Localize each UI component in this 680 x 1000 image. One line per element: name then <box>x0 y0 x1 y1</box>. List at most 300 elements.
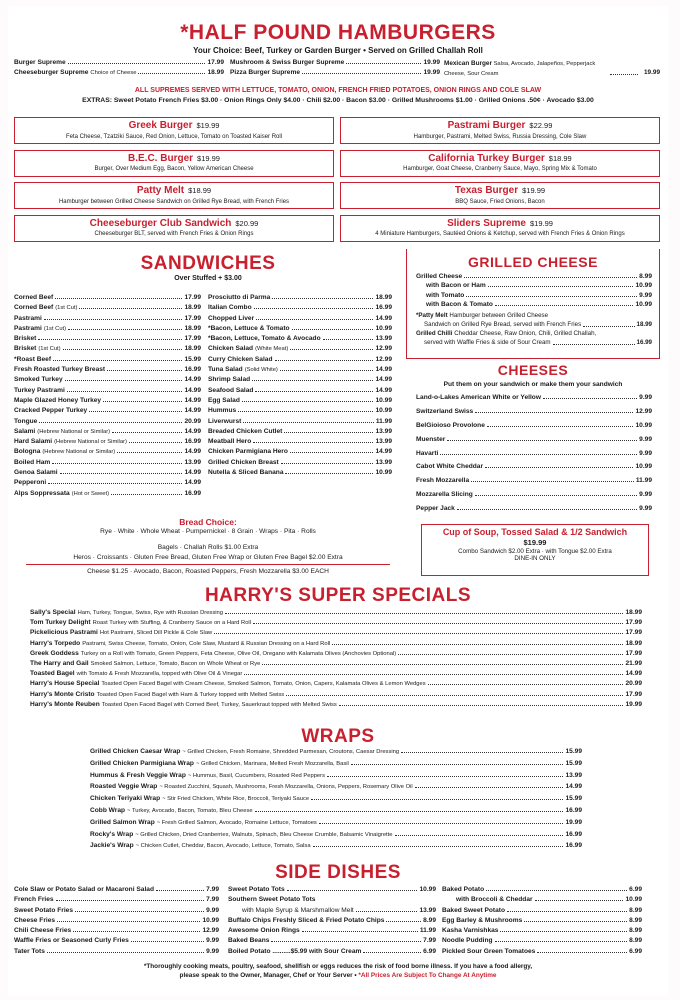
item-price: 6.99 <box>423 947 436 955</box>
item-name: Kasha Varnishkas <box>442 927 499 935</box>
item-price: 18.99 <box>207 68 224 76</box>
item-name: Baked Beans <box>228 937 270 945</box>
grilled-cheese-list <box>416 273 652 310</box>
burger-box <box>340 117 660 144</box>
dot-leader <box>103 401 182 402</box>
dot-leader <box>363 952 421 953</box>
item-name: Pickled Sour Green Tomatoes <box>442 947 536 955</box>
menu-item <box>208 325 392 335</box>
patty-melt-desc: Hamburger between Grilled Cheese <box>449 312 549 319</box>
item-price: 17.99 <box>625 629 642 637</box>
sides-col2 <box>228 886 436 958</box>
sandwiches-sub: Over Stuffed + $3.00 <box>174 275 242 282</box>
burger-name: Greek Burger <box>128 120 193 131</box>
menu-item <box>14 345 201 355</box>
item-price: 17.99 <box>207 59 224 66</box>
item-price: 7.99 <box>423 937 436 945</box>
menu-item <box>14 886 219 896</box>
item-price: 13.99 <box>184 458 201 466</box>
item-name: Cobb Wrap <box>90 806 126 814</box>
footer-line1: *Thoroughly cooking meats, poultry, seafood, shellfish or eggs reduces the risk of food borne illness. If you have a food allergy, <box>143 963 533 970</box>
item-price: 12.99 <box>375 355 392 363</box>
item-price: 13.99 <box>375 438 392 446</box>
menu-item <box>416 463 652 477</box>
menu-item <box>208 315 392 325</box>
item-price: 14.99 <box>184 427 201 435</box>
menu-item <box>416 301 652 310</box>
item-desc: Hot Pastrami, Sliced Dill Pickle & Cole Slaw <box>99 630 213 637</box>
item-price: 9.99 <box>639 394 652 401</box>
menu-item <box>90 748 582 760</box>
item-desc: ~ Grilled Chicken, Marinara, Melted Fresh Mozzarella, Basil <box>195 760 349 767</box>
item-name: Tuna Salad <box>208 366 243 374</box>
item-price: 9.99 <box>206 906 219 914</box>
item-desc: ~ Fresh Grilled Salmon, Avocado, Romaine Lettuce, Tomatoes <box>156 819 317 826</box>
dot-leader <box>292 329 374 330</box>
item-name: Grilled Salmon Wrap <box>90 818 155 826</box>
grilled-chilli-name: Grilled Chilli <box>416 330 453 338</box>
item-desc: Salsa, Avocado, Jalapeños, Pepperjack Cheese, Sour Cream <box>444 61 596 77</box>
dot-leader <box>48 483 182 484</box>
sides-col3 <box>442 886 642 958</box>
item-name: Harry's House Special <box>30 680 100 688</box>
specials-title: HARRY'S SUPER SPECIALS <box>204 585 472 606</box>
menu-item <box>228 937 436 947</box>
dot-leader <box>68 63 206 64</box>
item-desc: ~ Grilled Chicken, Dried Cranberries, Walnuts, Spinach, Bleu Cheese Crumble, Balsamic Vinaigrette <box>135 831 393 838</box>
divider <box>26 564 390 565</box>
burger-desc: Hamburger, Pastrami, Melted Swiss, Russia Dressing, Cole Slaw <box>413 133 587 140</box>
menu-item <box>208 304 392 314</box>
menu-item <box>228 948 436 958</box>
item-price: 18.99 <box>625 639 642 647</box>
item-price: 18.99 <box>184 324 201 332</box>
item-name: Grilled Chicken Parmigiana Wrap <box>90 759 194 767</box>
bread-line1: Rye · White · Whole Wheat · Pumpernickel · 8 Grain · Wraps · Pita · Rolls <box>100 528 316 535</box>
item-name: Burger Supreme <box>14 59 66 66</box>
item-name: Pepper Jack <box>416 505 455 513</box>
item-desc: Choice of Cheese <box>90 69 137 76</box>
dot-leader <box>464 277 637 278</box>
burger-desc: Cheeseburger BLT, served with French Fries & Onion Rings <box>94 231 254 237</box>
patty-melt-price: 18.99 <box>636 320 652 328</box>
dot-leader <box>332 644 623 645</box>
item-price: 10.99 <box>375 469 392 477</box>
extras-line: EXTRAS: Sweet Potato French Fries $3.00 · Onion Rings Only $4.00 · Chili $2.00 · Bacon $3.00 · Grilled Mushrooms $1.00 · Grilled Onions .50¢ · Avocado $3.00 <box>82 97 594 104</box>
dot-leader <box>68 329 182 330</box>
item-price: 15.99 <box>184 355 201 363</box>
grilled-chilli-price: 16.99 <box>636 338 652 346</box>
menu-page <box>8 6 668 996</box>
item-name: French Fries <box>14 896 54 904</box>
menu-item <box>90 783 582 795</box>
burger-box <box>14 117 334 144</box>
item-name: Awesome Onion Rings <box>228 927 300 935</box>
dot-leader <box>67 391 183 392</box>
dot-leader <box>428 684 624 685</box>
menu-item <box>230 59 440 69</box>
menu-item <box>208 448 392 458</box>
footer-note: please speak to the Owner, Manager, Chef or Your Server • <box>179 972 359 979</box>
item-name: Meatball Hero <box>208 438 252 446</box>
dot-leader <box>524 921 627 922</box>
menu-item <box>90 831 582 843</box>
menu-item <box>208 418 392 428</box>
burger-box <box>14 215 334 242</box>
item-price: 19.99 <box>423 59 440 66</box>
menu-item <box>14 907 219 917</box>
item-name: Egg Salad <box>208 396 240 404</box>
specials-list <box>30 609 642 711</box>
menu-item <box>30 701 642 711</box>
item-price: 14.99 <box>184 479 201 487</box>
sandwiches-title: SANDWICHES <box>140 253 276 274</box>
item-name: Pastrami <box>14 314 42 322</box>
mexican-burger <box>444 59 660 79</box>
menu-item <box>208 345 392 355</box>
burger-price: $18.99 <box>548 153 572 163</box>
dot-leader <box>57 921 200 922</box>
item-name: Jackie's Wrap <box>90 842 134 850</box>
sides-col1 <box>14 886 219 958</box>
item-price: 9.99 <box>639 491 652 499</box>
dot-leader <box>495 941 628 942</box>
dot-leader <box>107 370 182 371</box>
menu-item <box>30 619 642 629</box>
item-desc: Pastrami, Swiss Cheese, Tomato, Onion, Cole Slaw, Mustard & Russian Dressing on a Hard Roll <box>82 640 331 647</box>
item-price: 10.99 <box>202 916 219 924</box>
item-desc: Toasted Open Faced Bagel with Cream Cheese, Smoked Salmon, Tomato, Onion, Capers, Kalamata Olives & Lemon Wedges <box>101 681 426 688</box>
menu-item <box>442 937 642 947</box>
item-name: with Bacon & Tomato <box>426 300 493 308</box>
item-desc: (1st Cut) <box>38 346 61 353</box>
dot-leader <box>214 633 623 634</box>
footer-line2 <box>8 972 668 980</box>
bread-title: Bread Choice: <box>179 517 237 527</box>
menu-item <box>30 680 642 690</box>
item-name: Baked Sweet Potato <box>442 906 506 914</box>
menu-item <box>14 335 201 345</box>
menu-item <box>442 948 642 958</box>
menu-item <box>208 407 392 417</box>
item-name: Land-o-Lakes American White or Yellow <box>416 394 541 401</box>
menu-item <box>442 927 642 937</box>
bread-line3: Heros · Croissants · Gluten Free Bread, Gluten Free Wrap or Gluten Free Bagel $2.00 Extra <box>73 554 343 561</box>
dot-leader <box>537 952 627 953</box>
menu-item <box>208 376 392 386</box>
item-name: Italian Combo <box>208 304 252 312</box>
menu-item <box>228 896 436 906</box>
menu-item <box>30 609 642 619</box>
item-price: 14.99 <box>184 448 201 456</box>
dot-leader <box>271 941 421 942</box>
menu-item <box>442 907 642 917</box>
dot-leader <box>75 911 204 912</box>
menu-item <box>90 795 582 807</box>
item-desc: with Tomato & Fresh Mozzarella, topped with Olive Oil & Vinegar <box>76 671 243 678</box>
menu-item <box>30 640 642 650</box>
menu-item <box>30 691 642 701</box>
item-name: Harry's Torpedo <box>30 639 81 647</box>
menu-item <box>14 896 219 906</box>
burger-desc: Hamburger, Goat Cheese, Cranberry Sauce, Mayo, Spring Mix & Tomato <box>403 166 597 172</box>
item-price: 20.99 <box>184 417 201 425</box>
item-name: Chicken Parmigiana Hero <box>208 448 288 456</box>
item-price: 9.99 <box>206 947 219 955</box>
soup-box-title: Cup of Soup, Tossed Salad & 1/2 Sandwich <box>442 527 628 537</box>
item-name: Seafood Salad <box>208 386 254 394</box>
item-name: Curry Chicken Salad <box>208 355 273 363</box>
menu-item <box>208 397 392 407</box>
burger-box <box>14 150 334 177</box>
cheeses-sub: Put them on your sandwich or make them your sandwich <box>443 381 623 388</box>
item-name: Sweet Potato Tots <box>228 886 285 893</box>
item-price: 18.99 <box>375 294 392 301</box>
menu-item <box>208 356 392 366</box>
dot-leader <box>39 422 182 423</box>
menu-item <box>14 356 201 366</box>
dot-leader <box>339 705 624 706</box>
dot-leader <box>290 349 373 350</box>
dot-leader <box>256 319 373 320</box>
item-name: Cheeseburger Supreme <box>14 68 89 76</box>
dot-leader <box>500 931 627 932</box>
item-price: 12.99 <box>202 927 219 935</box>
item-name: Genoa Salami <box>14 469 58 477</box>
dot-leader <box>485 467 633 468</box>
grilled-cheese-title: GRILLED CHEESE <box>468 254 598 270</box>
hamburgers-choice: Your Choice: Beef, Turkey or Garden Burger • Served on Grilled Challah Roll <box>193 46 483 55</box>
burger-name: Texas Burger <box>454 185 519 196</box>
burger-name: Pastrami Burger <box>447 120 526 131</box>
item-name: Pickelicious Pastrami <box>30 629 98 637</box>
dot-leader <box>262 664 623 665</box>
dot-leader <box>287 890 418 891</box>
item-price: 14.99 <box>375 376 392 384</box>
item-price: 20.99 <box>625 680 642 688</box>
item-name: Liverwurst <box>208 417 242 425</box>
item-price: 19.99 <box>565 818 582 826</box>
menu-item <box>442 896 642 906</box>
dot-leader <box>244 674 623 675</box>
item-price: 9.99 <box>206 937 219 945</box>
menu-item <box>14 937 219 947</box>
item-name: Sweet Potato Fries <box>14 906 73 914</box>
item-name: Hard Salami <box>14 438 53 446</box>
menu-item <box>14 438 201 448</box>
item-desc: ~ Hummus, Basil, Cucumbers, Roasted Red Peppers <box>187 772 325 779</box>
menu-item <box>442 917 642 927</box>
dot-leader <box>253 623 623 624</box>
menu-item <box>416 282 652 291</box>
item-desc: Toasted Open Faced Bagel with Corned Beef, Turkey, Sauerkraut topped with Melted Swiss <box>101 701 337 708</box>
item-name: Corned Beef <box>14 294 54 301</box>
dot-leader <box>286 695 623 696</box>
cheeses-title: CHEESES <box>497 362 569 378</box>
burger-box <box>340 215 660 242</box>
item-name: Cabot White Cheddar <box>416 463 484 471</box>
dot-leader <box>60 473 183 474</box>
menu-item <box>416 505 652 519</box>
item-price: 15.99 <box>565 795 582 803</box>
burger-price: $20.99 <box>235 218 259 228</box>
item-price: 16.99 <box>184 366 201 374</box>
item-name: Pizza Burger Supreme <box>230 68 300 76</box>
menu-item <box>208 438 392 448</box>
dot-leader <box>488 286 634 287</box>
item-price: 9.99 <box>639 291 652 299</box>
item-name: Chopped Liver <box>208 314 255 322</box>
item-price: 13.99 <box>375 458 392 466</box>
menu-item <box>90 819 582 831</box>
menu-item <box>416 273 652 282</box>
menu-item <box>208 428 392 438</box>
item-name: Corned Beef <box>14 304 54 312</box>
dot-leader <box>495 305 634 306</box>
item-name: Southern Sweet Potato Tots <box>228 896 316 904</box>
item-price: 7.99 <box>206 886 219 893</box>
item-name: Chicken Teriyaki Wrap <box>90 795 161 803</box>
item-name: *Roast Beef <box>14 355 52 363</box>
dot-leader <box>327 776 564 777</box>
burger-box <box>340 182 660 209</box>
item-name: Turkey Pastrami <box>14 386 65 394</box>
item-name: The Harry and Gail <box>30 659 89 667</box>
item-name: Harry's Monte Reuben <box>30 700 100 708</box>
dot-leader <box>415 787 564 788</box>
item-desc: (Solid White) <box>244 367 278 374</box>
item-name: Chili Cheese Fries <box>14 927 72 935</box>
item-price: 14.99 <box>184 396 201 404</box>
item-price: 10.99 <box>635 421 652 429</box>
item-name: Alps Soppressata <box>14 489 70 497</box>
item-price: 17.99 <box>625 649 642 657</box>
item-price: 10.99 <box>419 886 436 893</box>
burger-list-col2 <box>230 59 440 78</box>
menu-item <box>208 294 392 304</box>
menu-item <box>416 422 652 436</box>
item-price: 6.99 <box>629 886 642 893</box>
supremes-note: ALL SUPREMES SERVED WITH LETTUCE, TOMATO, ONION, FRENCH FRIED POTATOES, ONION RINGS AND COLE SLAW <box>134 87 542 94</box>
item-name: Muenster <box>416 435 446 443</box>
dot-leader <box>475 495 637 496</box>
item-price: 17.99 <box>184 335 201 343</box>
dot-leader <box>401 752 563 753</box>
dot-leader <box>117 452 182 453</box>
dot-leader <box>63 349 183 350</box>
menu-item <box>416 477 652 491</box>
dot-leader <box>156 890 204 891</box>
menu-item <box>14 294 201 304</box>
dot-leader <box>55 298 182 299</box>
item-price: 17.99 <box>625 690 642 698</box>
item-name: with Tomato <box>426 291 465 299</box>
item-name: Cole Slaw or Potato Salad or Macaroni Salad <box>14 886 154 893</box>
item-desc: (Hebrew National or Similar) <box>42 449 116 456</box>
menu-item <box>416 436 652 450</box>
menu-item <box>30 629 642 639</box>
item-price: 16.99 <box>565 830 582 838</box>
dot-leader <box>466 296 637 297</box>
menu-item <box>14 418 201 428</box>
item-name: Noodle Pudding <box>442 937 493 945</box>
item-price: 14.99 <box>625 670 642 678</box>
patty-melt-item <box>416 312 652 347</box>
item-price: 14.99 <box>375 386 392 394</box>
menu-item <box>208 335 392 345</box>
item-name: Salami <box>14 427 36 435</box>
item-price: 8.99 <box>629 916 642 924</box>
item-name: Chicken Salad <box>208 345 254 353</box>
item-name: Brisket <box>14 335 37 343</box>
burger-box <box>14 182 334 209</box>
sandwiches-right <box>208 294 392 479</box>
item-price: 14.99 <box>375 314 392 322</box>
item-price: 15.99 <box>565 759 582 767</box>
item-name: Havarti <box>416 449 439 457</box>
dot-leader <box>535 900 624 901</box>
menu-item <box>14 315 201 325</box>
burger-desc: 4 Miniature Hamburgers, Sautéed Onions & Ketchup, served with French Fries & Onion Rings <box>375 231 625 237</box>
item-name: Nutella & Sliced Banana <box>208 469 284 477</box>
menu-item <box>208 459 392 469</box>
sandwiches-left <box>14 294 201 500</box>
item-price: 16.99 <box>375 304 392 312</box>
burger-list-col1 <box>14 59 224 78</box>
burger-desc: Feta Cheese, Tzatziki Sauce, Red Onion, Lettuce, Tomato on Toasted Kaiser Roll <box>65 133 283 140</box>
item-price: 14.99 <box>184 469 201 477</box>
item-desc: ~ Roasted Zucchini, Squash, Mushrooms, Fresh Mozzarella, Onions, Peppers, Rosemary Olive Oil <box>159 784 413 791</box>
dot-leader <box>254 308 374 309</box>
dot-leader <box>475 412 633 413</box>
dot-leader <box>507 911 627 912</box>
item-desc: (1st Cut) <box>55 305 78 312</box>
item-desc: (Hebrew National or Similar) <box>37 428 111 435</box>
menu-item <box>14 304 201 314</box>
menu-item <box>90 772 582 784</box>
dot-leader <box>313 846 564 847</box>
menu-item <box>416 450 652 464</box>
burger-price: $19.99 <box>522 186 546 195</box>
soup-box-dine: DINE-IN ONLY <box>514 555 556 563</box>
soup-box-price: $19.99 <box>523 538 547 548</box>
menu-item <box>90 842 582 854</box>
menu-item <box>416 394 652 408</box>
item-name: Tom Turkey Delight <box>30 619 91 627</box>
dot-leader <box>47 952 204 953</box>
dot-leader <box>311 799 563 800</box>
bread-line2: Bagels · Challah Rolls $1.00 Extra <box>157 544 259 551</box>
item-price: 21.99 <box>625 659 642 667</box>
menu-item <box>90 807 582 819</box>
dot-leader <box>281 463 374 464</box>
item-price: 14.99 <box>375 366 392 374</box>
item-name: with Broccoli & Cheddar <box>456 896 533 904</box>
item-price: 6.99 <box>629 947 642 955</box>
item-price: 13.99 <box>375 335 392 343</box>
dot-leader <box>255 391 373 392</box>
menu-item <box>30 660 642 670</box>
item-name: Buffalo Chips Freshly Sliced & Fried Potato Chips <box>228 916 385 924</box>
item-price: 9.99 <box>639 449 652 457</box>
item-name: Fresh Roasted Turkey Breast <box>14 366 106 374</box>
item-name: Smoked Turkey <box>14 376 63 384</box>
dot-leader <box>486 890 627 891</box>
item-name: Maple Glazed Honey Turkey <box>14 396 102 404</box>
menu-item <box>442 886 642 896</box>
item-name: Pastrami <box>14 324 42 332</box>
item-price: 13.99 <box>565 771 582 779</box>
